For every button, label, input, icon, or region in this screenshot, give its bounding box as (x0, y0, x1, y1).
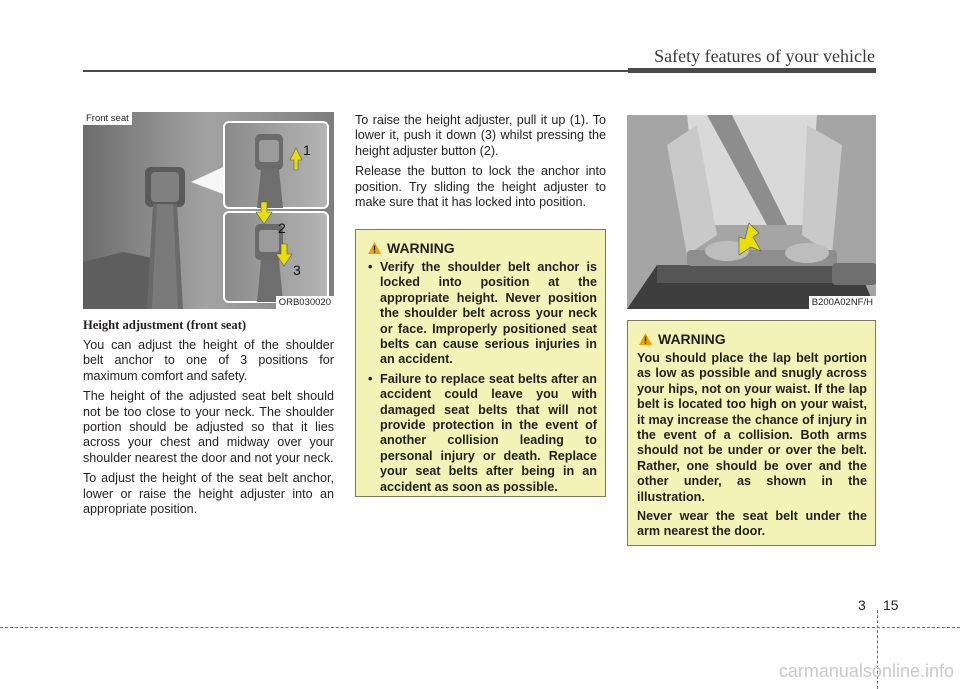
middle-column (355, 113, 606, 210)
warning-box-anchor (355, 229, 606, 497)
step-label-2: 2 (278, 220, 286, 236)
warning-bullet-anchor-height: • Verify the shoulder belt anchor is locked into position at the appropriate height. Never position the shoulder belt across your neck or face. Improperly positioned seat belts can cause serious injuries in an accident. (366, 260, 597, 368)
warning-bullets (366, 260, 597, 495)
paragraph-adjust-instructions: To adjust the height of the seat belt anchor, lower or raise the height adjuster into an appropriate position. (83, 471, 334, 517)
warning-bullet-replace-belts: • Failure to replace seat belts after an accident could leave you with damaged seat belts that will not provide protection in the event of another collision leading to personal injury or death. Replace your seat belts after being in an accident as soon as possible. (366, 372, 597, 495)
step-label-1: 1 (303, 142, 311, 158)
warning-text-lap-belt: You should place the lap belt portion as low as possible and snugly across your hips, not on your waist. If the lap belt is located too high on your waist, it may increase the chance of injury in the event of a collision. Both arms should not be under or over the belt. Rather, one should be over and the other under, as shown in the illustration. (637, 351, 867, 504)
lap-belt-illustration (627, 115, 876, 309)
footer-rule (0, 627, 960, 628)
section-title: Safety features of your vehicle (654, 46, 875, 66)
image-label-front-seat: Front seat (83, 112, 132, 125)
height-adjuster-drawing (83, 112, 334, 309)
paragraph-release-lock: Release the button to lock the anchor into position. Try sliding the height adjuster to make sure that it has locked into position. (355, 164, 606, 210)
warning-title-lap-belt (639, 331, 867, 347)
image-code-left: ORB030020 (276, 296, 334, 309)
image-code-right: B200A02NF/H (809, 296, 876, 309)
warning-text-arm: Never wear the seat belt under the arm nearest the door. (637, 509, 867, 539)
warning-triangle-icon (639, 333, 652, 345)
paragraph-adjust-height: The height of the adjusted seat belt should not be too close to your neck. The shoulder portion should be adjusted so that it lies across your chest and midway over your shoulder nearest the door and not your neck. (83, 389, 334, 465)
height-adjuster-illustration (83, 112, 334, 309)
step-label-3: 3 (293, 262, 301, 278)
paragraph-adjust-intro: You can adjust the height of the shoulder belt anchor to one of 3 positions for maximum comfort and safety. (83, 338, 334, 383)
warning-title-anchor (368, 240, 597, 256)
page-number: 15 (883, 597, 899, 613)
header-rule-accent (628, 68, 876, 73)
warning-label: WARNING (387, 240, 455, 256)
warning-triangle-icon (368, 242, 381, 254)
lap-belt-drawing (627, 115, 876, 309)
warning-label: WARNING (658, 331, 726, 347)
subheading-height-adjustment: Height adjustment (front seat) (83, 318, 247, 332)
warning-box-lap-belt (627, 320, 876, 546)
paragraph-raise-lower: To raise the height adjuster, pull it up (1). To lower it, push it down (3) whilst pressing the height adjuster button (2). (355, 113, 606, 158)
left-column (83, 318, 334, 517)
watermark: carmanualsonline.info (778, 661, 954, 681)
chapter-number: 3 (858, 597, 866, 613)
